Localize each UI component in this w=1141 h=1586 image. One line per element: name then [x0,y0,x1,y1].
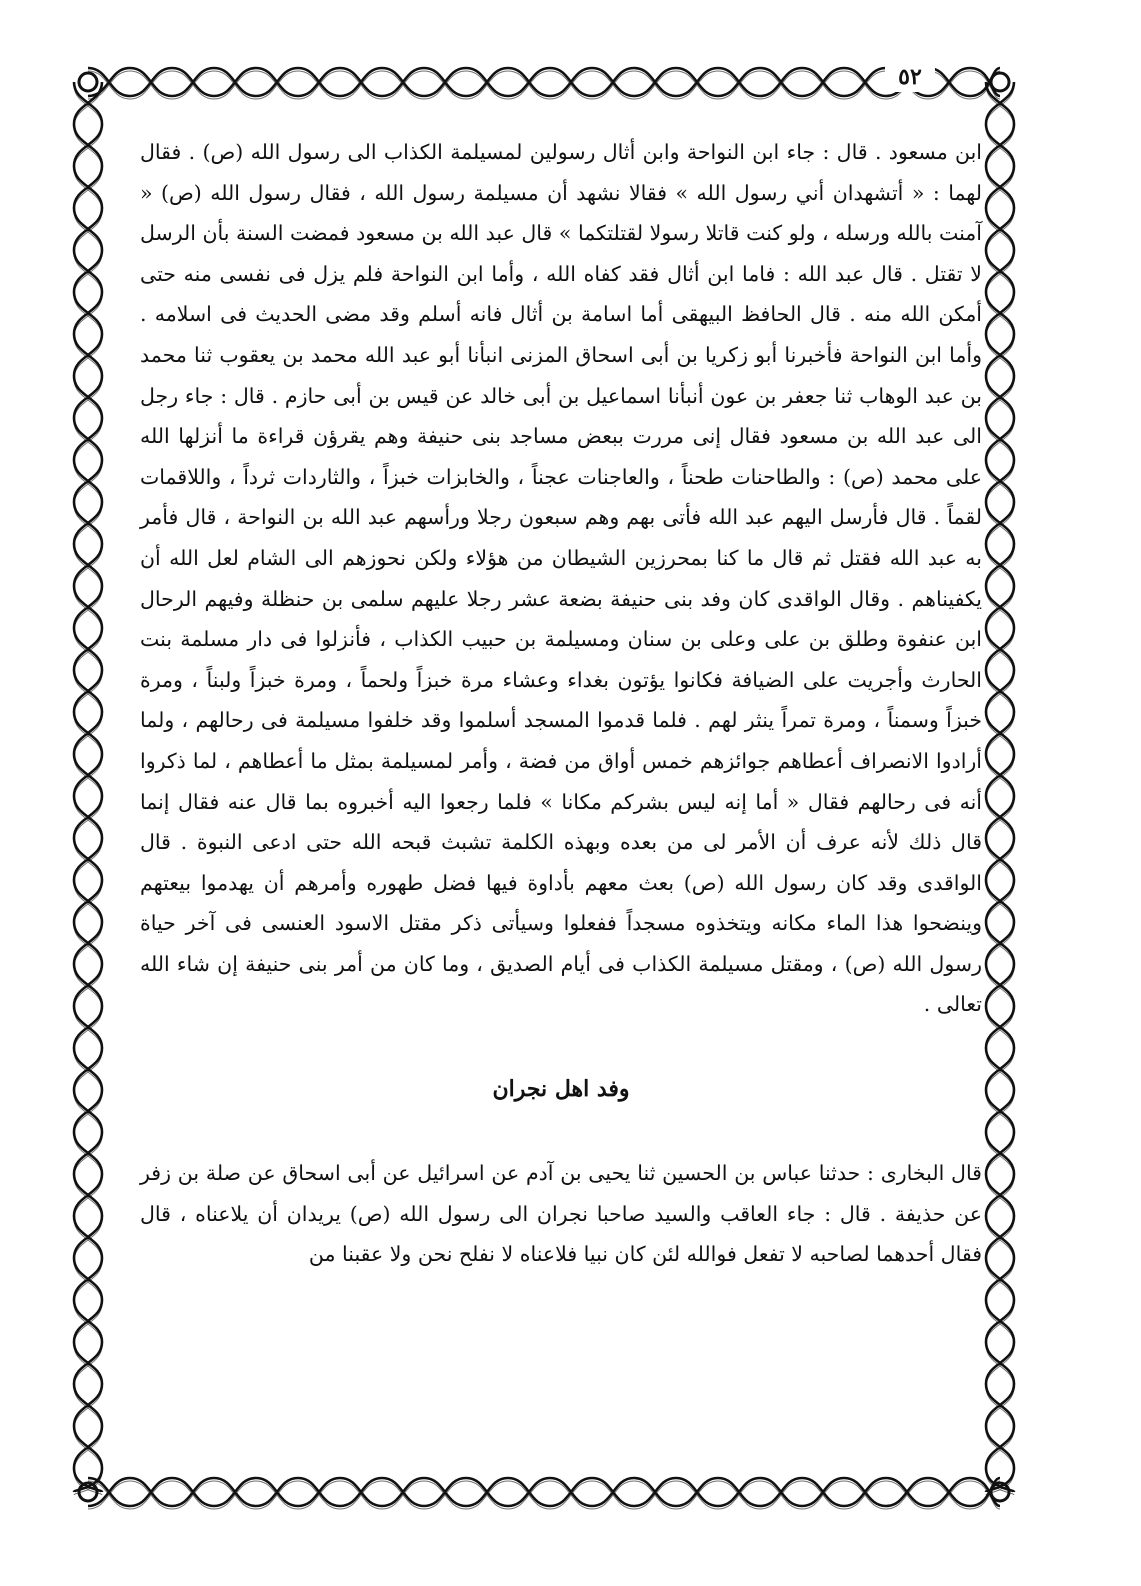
section-heading: وفد اهل نجران [492,1076,630,1103]
page-body [140,132,982,1492]
body-paragraph: ابن مسعود . قال : جاء ابن النواحة وابن أثال رسولين لمسيلمة الكذاب الى رسول الله (ص) . فقال لهما : « أتشهدان أني رسول الله » فقالا نشهد أن مسيلمة رسول الله ، فقال رسول الله (ص) « آمنت بالله ورسله ، ولو كنت قاتلا رسولا لقتلتكما » قال عبد الله بن مسعود فمضت السنة بأن الرسل لا تقتل . قال عبد الله : فاما ابن أثال فقد كفاه الله ، وأما ابن النواحة فلم يزل فى نفسى منه حتى أمكن الله منه . قال الحافظ البيهقى أما اسامة بن أثال فانه أسلم وقد مضى الحديث فى اسلامه . وأما ابن النواحة فأخبرنا أبو زكريا بن أبى اسحاق المزنى انبأنا أبو عبد الله محمد بن يعقوب ثنا محمد بن عبد الوهاب ثنا جعفر بن عون أنبأنا اسماعيل بن أبى خالد عن قيس بن أبى حازم . قال : جاء رجل الى عبد الله بن مسعود فقال إنى مررت ببعض مساجد بنى حنيفة وهم يقرؤن قراءة ما أنزلها الله على محمد (ص) : والطاحنات طحناً ، والعاجنات عجناً ، والخابزات خبزاً ، والثاردات ثرداً ، واللاقمات لقماً . قال فأرسل اليهم عبد الله فأتى بهم وهم سبعون رجلا ورأسهم عبد الله بن النواحة ، قال فأمر به عبد الله فقتل ثم قال ما كنا بمحرزين الشيطان من هؤلاء ولكن نحوزهم الى الشام لعل الله أن يكفيناهم . وقال الواقدى كان وفد بنى حنيفة بضعة عشر رجلا عليهم سلمى بن حنظلة وفيهم الرحال ابن عنفوة وطلق بن على وعلى بن سنان ومسيلمة بن حبيب الكذاب ، فأنزلوا فى دار مسلمة بنت الحارث وأجريت على الضيافة فكانوا يؤتون بغداء وعشاء مرة خبزاً ولحماً ، ومرة خبزاً ولبناً ، ومرة خبزاً وسمناً ، ومرة تمراً ينثر لهم . فلما قدموا المسجد أسلموا وقد خلفوا مسيلمة فى رحالهم ، ولما أرادوا الانصراف أعطاهم جوائزهم خمس أواق من فضة ، وأمر لمسيلمة بمثل ما أعطاهم ، لما ذكروا أنه فى رحالهم فقال « أما إنه ليس بشركم مكانا » فلما رجعوا اليه أخبروه بما قال عنه فقال إنما قال ذلك لأنه عرف أن الأمر لى من بعده وبهذه الكلمة تشبث قبحه الله حتى ادعى النبوة . قال الواقدى وقد كان رسول الله (ص) بعث معهم بأداوة فيها فضل طهوره وأمرهم أن يهدموا بيعتهم وينضحوا هذا الماء مكانه ويتخذوه مسجداً ففعلوا وسيأتى ذكر مقتل الاسود العنسى فى آخر حياة رسول الله (ص) ، ومقتل مسيلمة الكذاب فى أيام الصديق ، وما كان من أمر بنى حنيفة إن شاء الله تعالى . [140,140,982,1017]
section-paragraph: قال البخارى : حدثنا عباس بن الحسين ثنا يحيى بن آدم عن اسرائيل عن أبى اسحاق عن صلة بن زفر عن حذيفة . قال : جاء العاقب والسيد صاحبا نجران الى رسول الله (ص) يريدان أن يلاعناه ، قال فقال أحدهما لصاحبه لا تفعل فوالله لئن كان نبيا فلاعناه لا نفلح نحن ولا عقبنا من [140,1161,982,1267]
page-number: ٥٢ [885,62,935,92]
